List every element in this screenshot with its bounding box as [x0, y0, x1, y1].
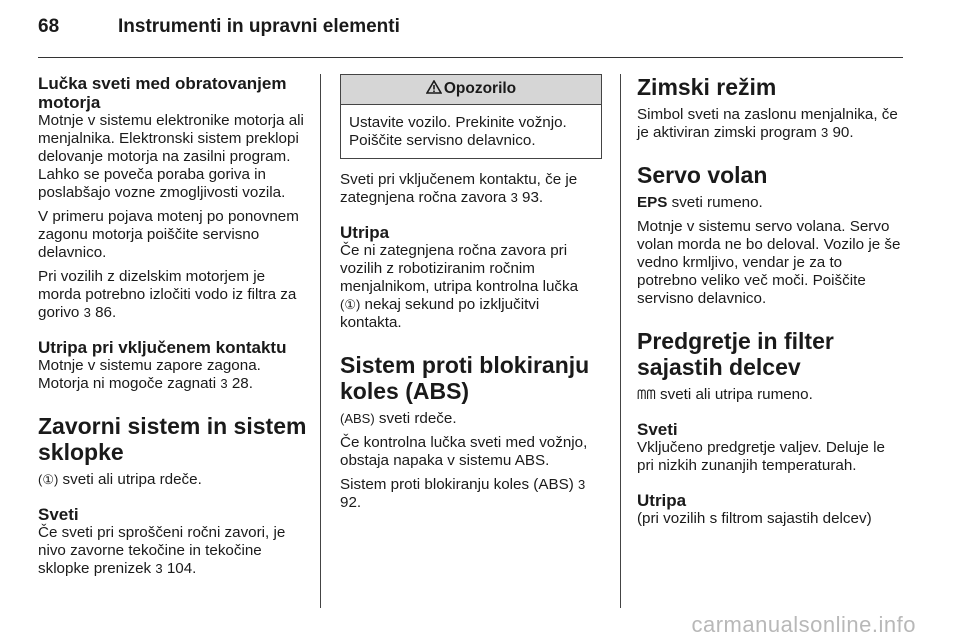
- subsection-heading: Utripa: [637, 491, 687, 510]
- paragraph: Če kontrolna lučka sveti med vožnjo, obstaja napaka v sistemu ABS.: [340, 434, 588, 469]
- paragraph: (pri vozilih s filtrom sajastih delcev): [637, 510, 872, 527]
- brake-warning-icon: (①): [38, 472, 59, 487]
- paragraph: Če sveti pri sproščeni ročni zavori, je nivo zavorne tekočine in tekočine sklopke prenizek 3 104.: [38, 524, 286, 577]
- paragraph: EPS sveti rumeno.: [637, 194, 763, 211]
- column-2: [340, 74, 602, 518]
- paragraph: Motnje v sistemu elektronike motorja ali menjalnika. Elektronski sistem preklopi delovanje motorja na zasilni program. Lahko se poveča poraba goriva in poslabšajo vozne zmogljivosti vozila.: [38, 112, 304, 201]
- section-heading: Servo volan: [637, 162, 768, 188]
- abs-warning-icon: (ABS): [340, 411, 375, 426]
- column-3: [637, 74, 905, 534]
- paragraph: Sistem proti blokiranju koles (ABS) 3 92.: [340, 476, 586, 511]
- paragraph: Vključeno predgretje valjev. Deluje le pri nizkih zunanjih temperaturah.: [637, 439, 885, 474]
- paragraph: Sveti pri vključenem kontaktu, če je zategnjena ročna zavora 3 93.: [340, 171, 578, 206]
- subsection-heading: Sveti: [38, 505, 79, 524]
- watermark: carmanualsonline.info: [691, 612, 916, 637]
- eps-indicator-icon: EPS: [637, 194, 668, 211]
- paragraph: Motnje v sistemu servo volana. Servo volan morda ne bo deloval. Vozilo je še vedno krmljivo, vendar je za to potrebno veliko več moči. Poiščite servisno delavnico.: [637, 218, 901, 307]
- warning-body: [341, 105, 601, 158]
- warning-text: Ustavite vozilo. Prekinite vožnjo. Poiščite servisno delavnico.: [349, 114, 567, 149]
- section-heading: Zavorni sistem in sistem sklopke: [38, 413, 307, 465]
- header-rule: [38, 57, 903, 58]
- section-heading: Predgretje in filter sajastih delcev: [637, 328, 834, 380]
- page-ref-arrow-icon[interactable]: 3: [821, 125, 829, 140]
- paragraph: V primeru pojava motenj po ponovnem zagonu motorja poiščite servisno delavnico.: [38, 208, 299, 261]
- subsection-heading: Utripa: [340, 223, 390, 242]
- paragraph: Simbol sveti na zaslonu menjalnika, če je aktiviran zimski program 3 90.: [637, 106, 898, 141]
- warning-header: [341, 75, 601, 105]
- brake-warning-icon: (①): [340, 297, 361, 312]
- page-header: [38, 16, 400, 46]
- warning-box: [340, 74, 602, 159]
- page-number: 68: [38, 16, 60, 37]
- page-ref-arrow-icon[interactable]: 3: [83, 305, 91, 320]
- column-divider: [620, 74, 621, 608]
- section-heading: Lučka sveti med obratovanjem motorja: [38, 74, 287, 112]
- chapter-title: Instrumenti in upravni elementi: [118, 16, 400, 37]
- section-heading: Sistem proti blokiranju koles (ABS): [340, 352, 590, 404]
- paragraph: Če ni zategnjena ročna zavora pri vozilih z robotiziranim ročnim menjalnikom, utripa kontrolna lučka (①) nekaj sekund po izključitvi kontakta.: [340, 242, 579, 331]
- column-divider: [320, 74, 321, 608]
- section-heading: Zimski režim: [637, 74, 777, 100]
- paragraph: (ABS) sveti rdeče.: [340, 410, 457, 427]
- column-1: [38, 74, 308, 584]
- page-ref-arrow-icon[interactable]: 3: [155, 561, 163, 576]
- paragraph: Pri vozilih z dizelskim motorjem je morda potrebno izločiti vodo iz filtra za gorivo 3 86.: [38, 268, 297, 321]
- subsection-heading: Sveti: [637, 420, 678, 439]
- paragraph: ᗰᗰ sveti ali utripa rumeno.: [637, 386, 813, 403]
- page-ref-arrow-icon[interactable]: 3: [510, 190, 518, 205]
- glow-plug-icon: ᗰᗰ: [637, 387, 656, 402]
- warning-title: Opozorilo: [443, 80, 517, 97]
- page-ref-arrow-icon[interactable]: 3: [220, 376, 228, 391]
- section-heading: Utripa pri vključenem kontaktu: [38, 338, 287, 357]
- warning-triangle-icon: [426, 80, 442, 94]
- page-ref-arrow-icon[interactable]: 3: [578, 477, 586, 492]
- paragraph: Motnje v sistemu zapore zagona. Motorja ni mogoče zagnati 3 28.: [38, 357, 261, 392]
- paragraph: (①) sveti ali utripa rdeče.: [38, 471, 202, 488]
